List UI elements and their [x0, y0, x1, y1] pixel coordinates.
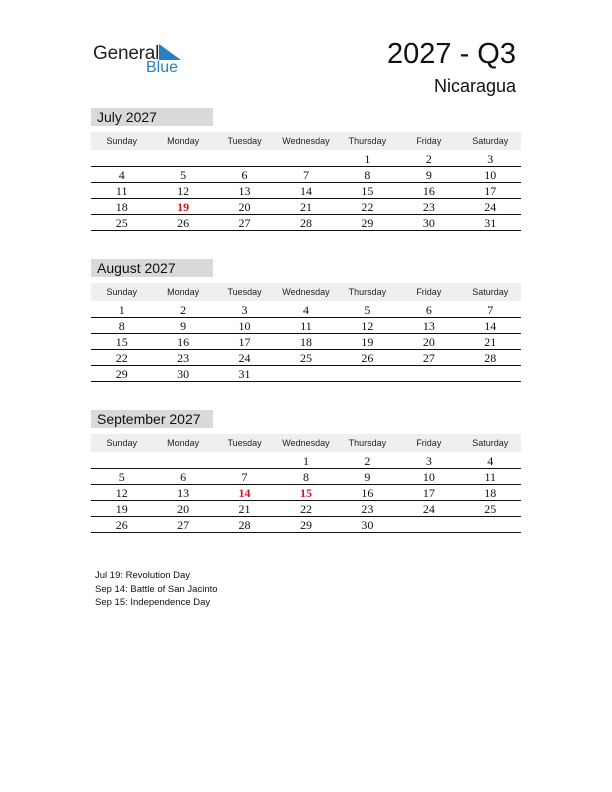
day-cell: 11 [115, 184, 128, 198]
week-row [91, 517, 521, 533]
weekday-label: Friday [416, 136, 442, 146]
day-cell: 5 [180, 168, 187, 182]
day-cell: 7 [241, 470, 248, 484]
day-cell: 31 [484, 216, 497, 230]
weekday-header-row [91, 132, 521, 150]
day-cell: 9 [364, 470, 371, 484]
day-cell: 3 [425, 454, 432, 468]
empty-day-cell [152, 453, 213, 468]
day-cell: 11 [300, 319, 312, 333]
day-cell: 7 [302, 168, 309, 182]
day-cell: 25 [299, 351, 312, 365]
day-cell: 15 [361, 184, 374, 198]
day-cell: 23 [361, 502, 374, 516]
weekday-label: Tuesday [227, 438, 262, 448]
day-cell: 29 [115, 367, 128, 381]
week-row [91, 485, 521, 501]
empty-day-cell [91, 151, 152, 166]
empty-day-cell [460, 366, 521, 381]
empty-day-cell [152, 151, 213, 166]
holiday-note: Sep 15: Independence Day [95, 597, 211, 608]
day-cell: 29 [299, 518, 312, 532]
day-cell: 17 [422, 486, 435, 500]
day-cell: 18 [299, 335, 312, 349]
day-cell: 14 [484, 319, 497, 333]
weekday-label: Tuesday [227, 287, 262, 297]
empty-day-cell [214, 453, 275, 468]
weekday-label: Thursday [348, 136, 387, 146]
day-cell: 10 [422, 470, 435, 484]
holiday-note: Jul 19: Revolution Day [95, 570, 191, 581]
day-cell: 15 [115, 335, 128, 349]
day-cell: 1 [364, 152, 371, 166]
day-cell: 26 [177, 216, 190, 230]
month-calendar [91, 410, 521, 533]
weekday-label: Wednesday [282, 438, 330, 448]
month-calendar [91, 259, 521, 382]
day-cell: 17 [238, 335, 251, 349]
weekday-label: Tuesday [227, 136, 262, 146]
weekday-label: Monday [167, 287, 200, 297]
holiday-day-cell: 19 [177, 200, 190, 214]
day-cell: 20 [238, 200, 251, 214]
weekday-label: Sunday [106, 287, 137, 297]
empty-day-cell [275, 151, 336, 166]
weekday-label: Monday [167, 136, 200, 146]
day-cell: 27 [422, 351, 435, 365]
day-cell: 16 [422, 184, 435, 198]
day-cell: 28 [484, 351, 497, 365]
day-cell: 23 [422, 200, 435, 214]
day-cell: 12 [361, 319, 374, 333]
logo-word-blue: Blue [146, 59, 179, 76]
day-cell: 1 [302, 454, 309, 468]
day-cell: 4 [302, 303, 309, 317]
week-row [91, 215, 521, 231]
day-cell: 22 [115, 351, 128, 365]
day-cell: 26 [361, 351, 374, 365]
week-row [91, 366, 521, 382]
day-cell: 19 [361, 335, 374, 349]
day-cell: 3 [487, 152, 494, 166]
day-cell: 12 [115, 486, 128, 500]
week-row [91, 453, 521, 469]
holiday-notes [95, 569, 218, 610]
day-cell: 14 [299, 184, 312, 198]
day-cell: 22 [361, 200, 374, 214]
day-cell: 25 [115, 216, 128, 230]
day-cell: 30 [422, 216, 435, 230]
holiday-day-cell: 15 [299, 486, 312, 500]
day-cell: 6 [180, 470, 187, 484]
day-cell: 18 [484, 486, 497, 500]
day-cell: 13 [177, 486, 190, 500]
day-cell: 20 [177, 502, 190, 516]
day-cell: 7 [487, 303, 494, 317]
day-cell: 10 [484, 168, 497, 182]
day-cell: 21 [299, 200, 312, 214]
day-cell: 27 [177, 518, 190, 532]
empty-day-cell [91, 453, 152, 468]
weekday-label: Thursday [348, 438, 387, 448]
day-cell: 13 [422, 319, 435, 333]
day-cell: 12 [177, 184, 190, 198]
month-title: August 2027 [91, 259, 213, 277]
day-cell: 8 [364, 168, 371, 182]
empty-day-cell [275, 366, 336, 381]
weekday-label: Thursday [348, 287, 387, 297]
day-cell: 5 [118, 470, 125, 484]
month-calendar [91, 108, 521, 231]
week-row [91, 469, 521, 485]
empty-day-cell [337, 366, 398, 381]
weekday-header-row [91, 283, 521, 301]
week-row [91, 302, 521, 318]
weekday-label: Saturday [472, 136, 509, 146]
week-row [91, 183, 521, 199]
empty-day-cell [460, 517, 521, 532]
day-cell: 6 [425, 303, 432, 317]
day-cell: 2 [364, 454, 371, 468]
weekday-label: Saturday [472, 287, 509, 297]
day-cell: 9 [180, 319, 187, 333]
day-cell: 18 [115, 200, 128, 214]
day-cell: 1 [118, 303, 125, 317]
day-cell: 19 [115, 502, 128, 516]
day-cell: 26 [115, 518, 128, 532]
logo [93, 40, 193, 80]
weekday-label: Friday [416, 287, 442, 297]
day-cell: 3 [241, 303, 248, 317]
weekday-label: Wednesday [282, 136, 330, 146]
weekday-label: Sunday [106, 136, 137, 146]
day-cell: 20 [422, 335, 435, 349]
day-cell: 8 [302, 470, 309, 484]
day-cell: 28 [299, 216, 312, 230]
week-row [91, 318, 521, 334]
day-cell: 4 [487, 454, 494, 468]
week-row [91, 151, 521, 167]
day-cell: 2 [425, 152, 432, 166]
day-cell: 24 [422, 502, 435, 516]
day-cell: 24 [238, 351, 251, 365]
weekday-label: Saturday [472, 438, 509, 448]
day-cell: 2 [180, 303, 187, 317]
day-cell: 13 [238, 184, 251, 198]
day-cell: 9 [425, 168, 432, 182]
weekday-label: Wednesday [282, 287, 330, 297]
day-cell: 8 [118, 319, 125, 333]
day-cell: 17 [484, 184, 497, 198]
day-cell: 30 [177, 367, 190, 381]
day-cell: 21 [238, 502, 251, 516]
empty-day-cell [398, 366, 459, 381]
month-title: July 2027 [91, 108, 213, 126]
day-cell: 11 [484, 470, 497, 484]
logo-triangle-icon [159, 44, 181, 60]
weekday-label: Monday [167, 438, 200, 448]
day-cell: 30 [361, 518, 374, 532]
day-cell: 24 [484, 200, 497, 214]
day-cell: 29 [361, 216, 374, 230]
week-row [91, 199, 521, 215]
day-cell: 23 [177, 351, 190, 365]
day-cell: 28 [238, 518, 251, 532]
day-cell: 16 [177, 335, 190, 349]
day-cell: 31 [238, 367, 251, 381]
day-cell: 25 [484, 502, 497, 516]
logo-word-general: General [93, 43, 160, 64]
day-cell: 6 [241, 168, 248, 182]
day-cell: 5 [364, 303, 371, 317]
quarter-title: 2027 - Q3 [387, 38, 516, 70]
week-row [91, 334, 521, 350]
week-row [91, 501, 521, 517]
day-cell: 10 [238, 319, 251, 333]
day-cell: 21 [484, 335, 497, 349]
day-cell: 4 [118, 168, 125, 182]
day-cell: 22 [299, 502, 312, 516]
holiday-day-cell: 14 [238, 486, 251, 500]
empty-day-cell [398, 517, 459, 532]
weekday-header-row [91, 434, 521, 452]
day-cell: 27 [238, 216, 251, 230]
week-row [91, 167, 521, 183]
week-row [91, 350, 521, 366]
weekday-label: Friday [416, 438, 442, 448]
day-cell: 16 [361, 486, 374, 500]
weekday-label: Sunday [106, 438, 137, 448]
empty-day-cell [214, 151, 275, 166]
holiday-note: Sep 14: Battle of San Jacinto [95, 583, 218, 595]
month-title: September 2027 [91, 410, 213, 428]
country-name: Nicaragua [433, 76, 516, 96]
